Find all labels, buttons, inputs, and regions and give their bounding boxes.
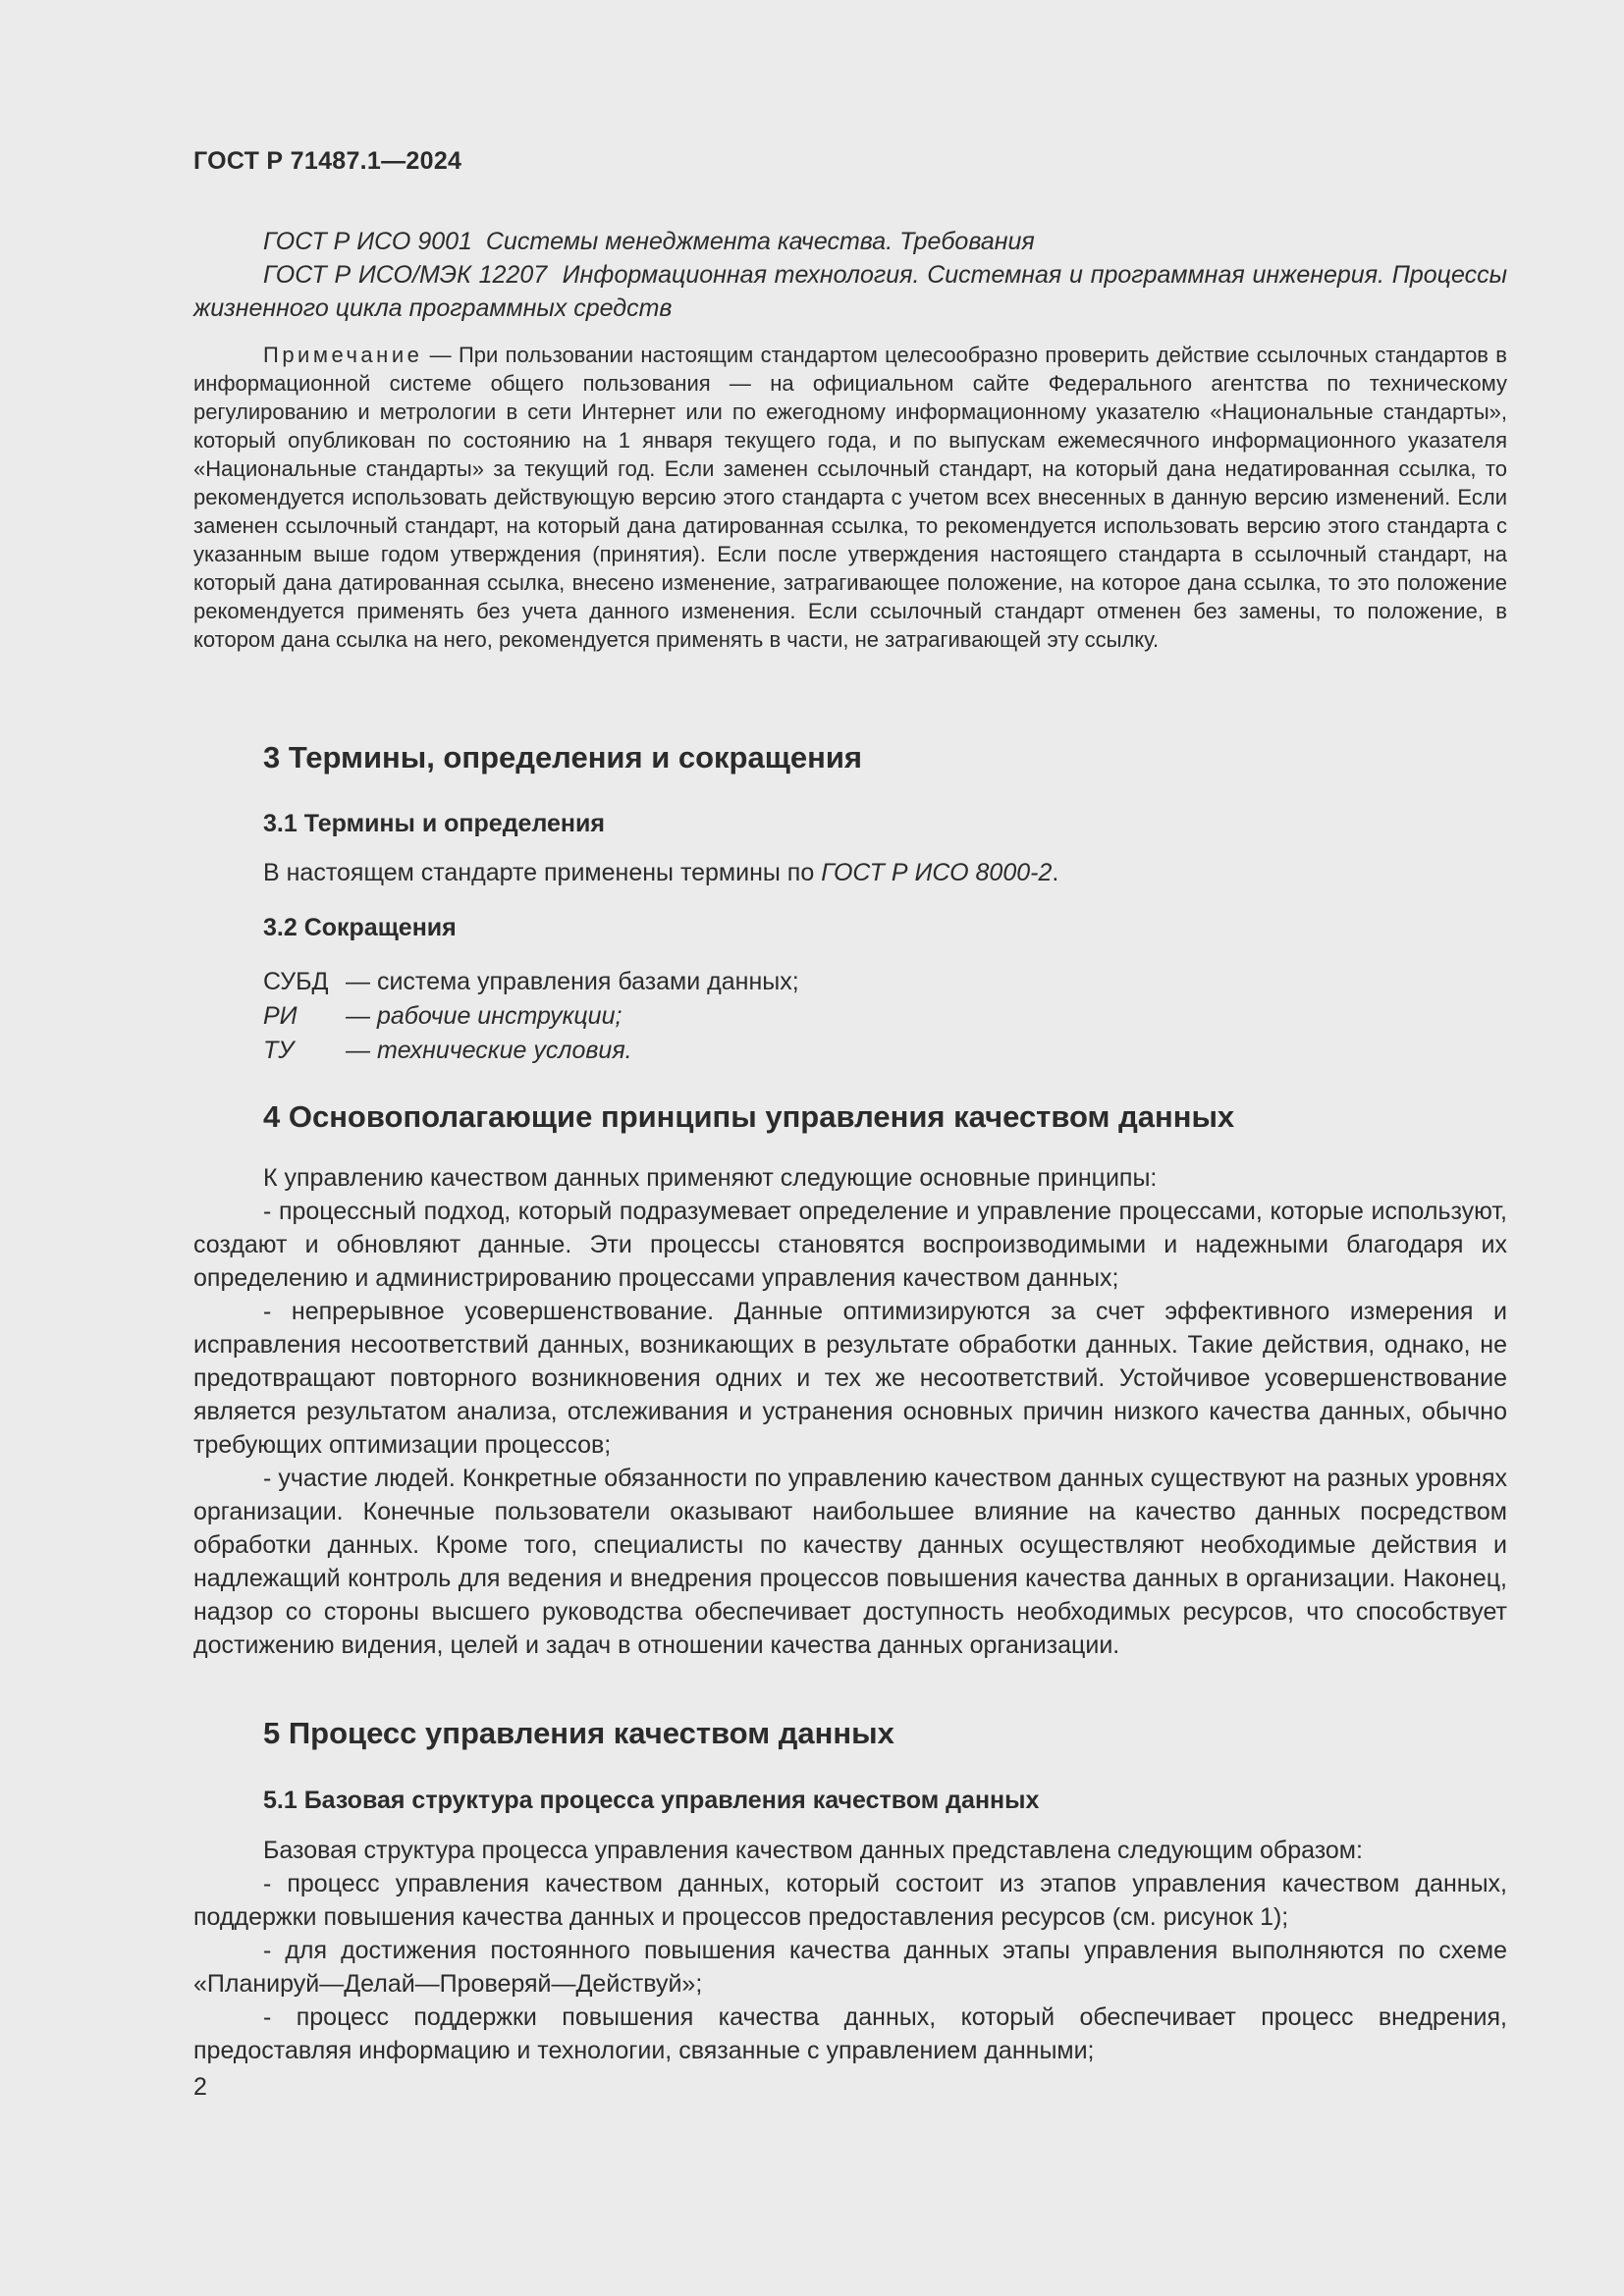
note-text: Примечание — При пользовании настоящим стандартом целесообразно проверить действие ссылочных стандартов в информационной системе общего пользования — на официальном сайте Федерального агентства по техническому регулированию и метрологии в сети Интернет или по ежегодному информационному указателю «Национальные стандарты», который опубликован по состоянию на 1 января текущего года, и по выпускам ежемесячного информационного указателя «Национальные стандарты» за текущий год. Если заменен ссылочный стандарт, на который дана недатированная ссылка, то рекомендуется использовать действующую версию этого стандарта с учетом всех внесенных в данную версию изменений. Если заменен ссылочный стандарт, на который дана датированная ссылка, то рекомендуется использовать версию этого стандарта с указанным выше годом утверждения (принятия). Если после утверждения настоящего стандарта в ссылочный стандарт, на который дана датированная ссылка, внесено изменение, затрагивающее положение, на которое дана ссылка, то это положение рекомендуется применять без учета данного изменения. Если ссылочный стандарт отменен без замены, то положение, в котором дана ссылка на него, рекомендуется применять в части, не затрагивающей эту ссылку. bbox=[193, 343, 1507, 652]
section-4-intro: К управлению качеством данных применяют следующие основные принципы: bbox=[263, 1164, 1158, 1192]
reference-item: ГОСТ Р ИСО/МЭК 12207 Информационная технология. Системная и программная инженерия. Процессы жизненного цикла программных средств bbox=[193, 261, 1507, 322]
note-label: Примечание bbox=[263, 343, 423, 367]
structure-item: - для достижения постоянного повышения качества данных этапы управления выполняются по схеме «Планируй—Делай—Проверяй—Действуй»; bbox=[193, 1937, 1507, 1998]
abbreviation-item: ТУ — технические условия. bbox=[263, 1037, 632, 1064]
subsection-5-1-heading: 5.1 Базовая структура процесса управления качеством данных bbox=[263, 1787, 1040, 1814]
structure-item: - процесс управления качеством данных, который состоит из этапов управления качеством данных, поддержки повышения качества данных и процессов предоставления ресурсов (см. рисунок 1); bbox=[193, 1870, 1507, 1931]
references-list bbox=[193, 225, 1507, 325]
document-id: ГОСТ Р 71487.1—2024 bbox=[193, 147, 462, 175]
principle-item: - участие людей. Конкретные обязанности по управлению качеством данных существуют на разных уровнях организации. Конечные пользователи оказывают наибольшее влияние на качество данных посредством обработки данных. Кроме того, специалисты по качеству данных осуществляют необходимые действия и надлежащий контроль для ведения и внедрения процессов повышения качества данных в организации. Наконец, надзор со стороны высшего руководства обеспечивает доступность необходимых ресурсов, что способствует достижению видения, целей и задач в отношении качества данных организации. bbox=[193, 1465, 1507, 1659]
principle-item: - непрерывное усовершенствование. Данные оптимизируются за счет эффективного измерения и исправления несоответствий данных, возникающих в результате обработки данных. Такие действия, однако, не предотвращают повторного возникновения одних и тех же несоответствий. Устойчивое усовершенствование является результатом анализа, отслеживания и устранения основных причин низкого качества данных, обычно требующих оптимизации процессов; bbox=[193, 1298, 1507, 1459]
section-4-body bbox=[193, 1161, 1507, 1662]
principle-item: - процессный подход, который подразумевает определение и управление процессами, которые используют, создают и обновляют данные. Эти процессы становятся воспроизводимыми и надежными благодаря их определению и администрированию процессами управления качеством данных; bbox=[193, 1198, 1507, 1292]
section-5-heading: 5 Процесс управления качеством данных bbox=[263, 1716, 894, 1750]
abbreviation-item: СУБД — система управления базами данных; bbox=[263, 968, 799, 995]
abbreviation-item: РИ — рабочие инструкции; bbox=[263, 1002, 623, 1030]
abbreviations-list bbox=[263, 965, 1507, 1068]
subsection-3-2-heading: 3.2 Сокращения bbox=[263, 914, 457, 941]
subsection-3-1-heading: 3.1 Термины и определения bbox=[263, 810, 605, 837]
subsection-3-1-text: В настоящем стандарте применены термины по ГОСТ Р ИСО 8000-2. bbox=[263, 859, 1059, 886]
note-block bbox=[193, 341, 1507, 654]
section-5-1-intro: Базовая структура процесса управления качеством данных представлена следующим образом: bbox=[263, 1837, 1363, 1864]
section-4-heading: 4 Основополагающие принципы управления качеством данных bbox=[263, 1099, 1235, 1134]
section-3-heading: 3 Термины, определения и сокращения bbox=[263, 740, 862, 774]
structure-item: - процесс поддержки повышения качества данных, который обеспечивает процесс внедрения, предоставляя информацию и технологии, связанные с управлением данными; bbox=[193, 2003, 1507, 2064]
reference-item: ГОСТ Р ИСО 9001 Системы менеджмента качества. Требования bbox=[263, 228, 1035, 255]
section-5-1-body bbox=[193, 1834, 1507, 2067]
page-number: 2 bbox=[193, 2073, 207, 2101]
